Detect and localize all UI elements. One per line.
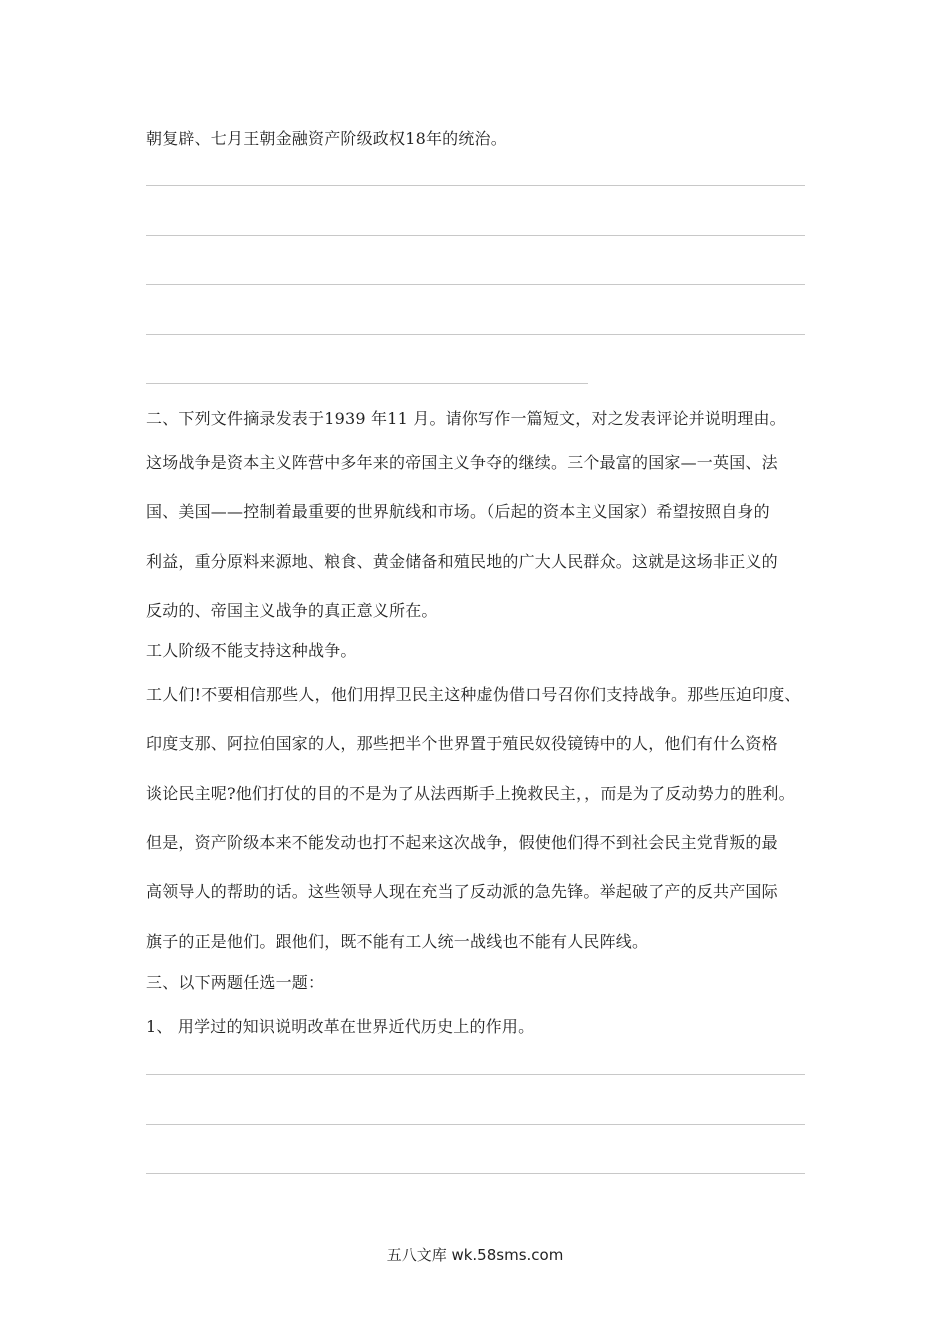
excerpt-line-10: 高领导人的帮助的话。这些领导人现在充当了反动派的急先锋。举起破了产的反共产国际 bbox=[146, 882, 778, 901]
footer-watermark: 五八文库 wk.58sms.com bbox=[386, 1246, 564, 1264]
answer-line-3[interactable] bbox=[146, 284, 805, 285]
answer-line-2[interactable] bbox=[146, 235, 805, 236]
answer-line-6[interactable] bbox=[146, 1074, 805, 1075]
excerpt-line-4: 反动的、帝国主义战争的真正意义所在。 bbox=[146, 601, 438, 620]
excerpt-line-9: 但是，资产阶级本来不能发动也打不起来这次战争，假使他们得不到社会民主党背叛的最 bbox=[146, 833, 778, 852]
answer-line-8[interactable] bbox=[146, 1173, 805, 1174]
answer-line-1[interactable] bbox=[146, 185, 805, 186]
question-2-prompt: 二、下列文件摘录发表于1939 年11 月。请你写作一篇短文，对之发表评论并说明理由。 bbox=[146, 409, 786, 428]
text-line-0: 朝复辟、七月王朝金融资产阶级政权18年的统治。 bbox=[146, 129, 507, 148]
excerpt-line-8: 谈论民主呢?他们打仗的目的不是为了从法西斯手上挽救民主，，而是为了反动势力的胜利。 bbox=[146, 784, 795, 803]
excerpt-line-11: 旗子的正是他们。跟他们，既不能有工人统一战线也不能有人民阵线。 bbox=[146, 932, 649, 951]
answer-line-7[interactable] bbox=[146, 1124, 805, 1125]
excerpt-line-3: 利益，重分原料来源地、粮食、黄金储备和殖民地的广大人民群众。这就是这场非正义的 bbox=[146, 552, 778, 571]
excerpt-line-2: 国、美国——控制着最重要的世界航线和市场。（后起的资本主义国家）希望按照自身的 bbox=[146, 502, 770, 521]
excerpt-line-5: 工人阶级不能支持这种战争。 bbox=[146, 641, 357, 660]
question-3-item-1: 1、 用学过的知识说明改革在世界近代历史上的作用。 bbox=[146, 1017, 535, 1036]
answer-line-5[interactable] bbox=[146, 383, 588, 384]
excerpt-line-1: 这场战争是资本主义阵营中多年来的帝国主义争夺的继续。三个最富的国家—一英国、法 bbox=[146, 453, 778, 472]
answer-line-4[interactable] bbox=[146, 334, 805, 335]
excerpt-line-6: 工人们!不要相信那些人，他们用捍卫民主这种虚伪借口号召你们支持战争。那些压迫印度、 bbox=[146, 685, 801, 704]
excerpt-line-7: 印度支那、阿拉伯国家的人，那些把半个世界置于殖民奴役镜铸中的人，他们有什么资格 bbox=[146, 734, 778, 753]
question-3-prompt: 三、以下两题任选一题： bbox=[146, 973, 325, 992]
